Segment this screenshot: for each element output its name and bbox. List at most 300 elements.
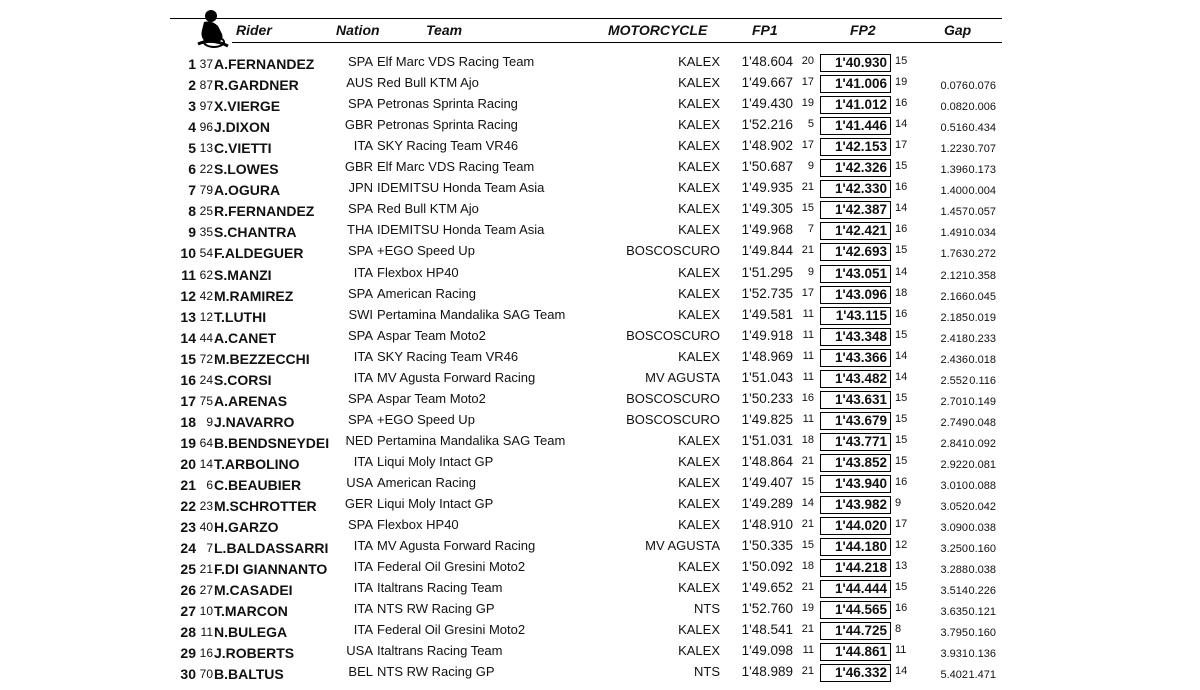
fp1-lap: 21 (801, 665, 814, 678)
fp2-lap: 16 (895, 97, 908, 110)
gap-to-leader: 3.795 (940, 627, 968, 640)
team-name: NTS RW Racing GP (377, 664, 495, 680)
team-name: Federal Oil Gresini Moto2 (377, 622, 526, 638)
fp1-lap: 17 (801, 76, 814, 89)
nation-code: USA (346, 643, 373, 659)
fp2-lap: 14 (895, 202, 908, 215)
fp1-lap: 11 (802, 328, 814, 341)
rider-name: C.BEAUBIER (214, 477, 302, 493)
fp2-lap: 14 (895, 370, 908, 383)
position: 14 (180, 329, 196, 346)
fp2-time: 1'43.115 (820, 307, 891, 325)
header-fp1: FP1 (752, 22, 778, 38)
fp1-time: 1'50.335 (741, 538, 793, 554)
motorcycle-make: KALEX (678, 75, 720, 91)
rider-name: X.VIERGE (214, 98, 281, 115)
fp2-lap: 14 (895, 118, 908, 131)
nation-code: SPA (347, 390, 373, 406)
team-name: IDEMITSU Honda Team Asia (377, 222, 545, 238)
header-team: Team (426, 22, 463, 38)
rider-name: M.SCHROTTER (214, 498, 317, 515)
rider-name: M.CASADEI (214, 582, 293, 599)
table-row (0, 158, 1200, 179)
position: 19 (180, 434, 196, 451)
fp2-time: 1'41.012 (820, 96, 891, 114)
motorcycle-make: BOSCOSCURO (626, 411, 720, 427)
fp2-lap: 11 (895, 644, 907, 657)
rider-name: A.OGURA (214, 182, 281, 199)
fp1-lap: 11 (802, 370, 814, 383)
team-name: IDEMITSU Honda Team Asia (377, 180, 545, 196)
rider-number: 13 (199, 141, 213, 156)
table-row (0, 53, 1200, 74)
fp2-time: 1'41.006 (820, 75, 891, 93)
rider-name: S.LOWES (214, 161, 279, 178)
gap-to-leader: 3.010 (940, 480, 968, 492)
gap-to-previous: 0.272 (968, 248, 996, 261)
fp1-lap: 21 (801, 454, 814, 467)
team-name: Italtrans Racing Team (377, 643, 503, 659)
position: 8 (188, 203, 196, 220)
motorcycle-make: KALEX (678, 622, 720, 638)
motorcycle-make: KALEX (678, 222, 720, 238)
fp2-lap: 15 (895, 244, 908, 257)
gap-to-previous: 1.471 (968, 669, 996, 682)
gap-to-previous: 0.057 (968, 206, 996, 219)
gap-to-leader: 1.400 (940, 185, 968, 198)
gap-to-leader: 1.396 (940, 164, 968, 177)
gap-to-previous: 0.006 (968, 101, 996, 114)
nation-code: NED (345, 432, 373, 448)
fp2-lap: 15 (895, 328, 908, 341)
rider-number: 24 (199, 372, 213, 387)
team-name: American Racing (377, 475, 476, 490)
gap-to-previous: 0.004 (968, 185, 996, 198)
fp1-lap: 14 (801, 497, 814, 510)
rider-name: H.GARZO (214, 519, 279, 536)
team-name: Elf Marc VDS Racing Team (377, 54, 535, 69)
fp2-lap: 19 (895, 76, 908, 89)
gap-to-leader: 2.436 (940, 353, 968, 366)
team-name: Petronas Sprinta Racing (377, 96, 518, 112)
fp2-time: 1'44.444 (820, 580, 891, 598)
team-name: NTS RW Racing GP (377, 601, 495, 617)
rider-name: B.BALTUS (214, 666, 284, 683)
gap-to-leader: 1.491 (940, 227, 968, 240)
fp2-time: 1'44.861 (820, 643, 891, 661)
fp1-lap: 16 (801, 391, 814, 404)
fp2-lap: 18 (895, 286, 908, 299)
motorcycle-make: KALEX (678, 517, 720, 533)
team-name: Pertamina Mandalika SAG Team (377, 306, 566, 322)
motorcycle-make: NTS (694, 664, 720, 680)
rider-name: J.DIXON (214, 119, 271, 136)
rider-number: 75 (199, 393, 213, 408)
fp2-time: 1'42.326 (820, 159, 891, 177)
fp2-lap: 12 (895, 539, 908, 552)
table-row (0, 453, 1200, 474)
rider-number: 21 (199, 562, 213, 577)
fp1-lap: 19 (801, 97, 814, 110)
gap-to-previous: 0.160 (968, 627, 996, 640)
position: 24 (180, 540, 196, 557)
team-name: +EGO Speed Up (377, 411, 475, 427)
rider-number: 25 (199, 204, 213, 219)
gap-to-leader: 3.052 (940, 501, 968, 514)
fp1-time: 1'52.216 (741, 117, 793, 133)
gap-to-previous: 0.358 (968, 269, 996, 282)
fp2-time: 1'43.982 (820, 496, 891, 514)
motorcycle-make: KALEX (678, 54, 720, 69)
fp2-time: 1'44.725 (820, 622, 891, 640)
fp2-lap: 15 (895, 160, 908, 173)
header-motorcycle: MOTORCYCLE (608, 22, 708, 38)
fp1-time: 1'48.604 (741, 54, 793, 69)
fp1-time: 1'48.969 (741, 348, 793, 364)
table-row (0, 348, 1200, 369)
fp1-lap: 21 (801, 581, 814, 594)
rider-number: 40 (199, 520, 213, 535)
motorcycle-make: KALEX (678, 138, 720, 154)
fp2-time: 1'43.679 (820, 412, 891, 430)
table-row (0, 390, 1200, 411)
gap-to-leader: 3.288 (940, 564, 968, 577)
gap-to-previous: 0.121 (968, 606, 996, 619)
fp2-time: 1'42.153 (820, 138, 891, 156)
fp2-time: 1'43.852 (820, 454, 891, 472)
position: 26 (180, 582, 196, 599)
position: 1 (188, 56, 196, 72)
fp2-lap: 17 (895, 139, 908, 152)
rider-name: J.ROBERTS (214, 645, 295, 662)
rider-name: M.RAMIREZ (214, 287, 294, 304)
rider-number: 62 (199, 267, 213, 282)
fp2-time: 1'43.051 (820, 265, 891, 283)
nation-code: AUS (346, 75, 373, 91)
rider-name: J.NAVARRO (214, 413, 295, 430)
fp2-lap: 13 (895, 560, 908, 573)
position: 27 (180, 603, 196, 620)
team-name: SKY Racing Team VR46 (377, 348, 519, 364)
gap-to-leader: 3.250 (940, 543, 968, 556)
rider-name: T.ARBOLINO (214, 455, 300, 472)
gap-to-leader: 2.749 (940, 416, 968, 429)
fp1-time: 1'49.825 (741, 411, 793, 427)
nation-code: ITA (353, 622, 373, 638)
position: 4 (188, 119, 196, 136)
table-row (0, 116, 1200, 137)
fp1-lap: 18 (801, 433, 814, 446)
motorcycle-make: MV AGUSTA (645, 369, 720, 385)
fp1-lap: 17 (801, 139, 814, 152)
header-rider: Rider (236, 22, 272, 38)
motorcycle-make: KALEX (678, 475, 720, 490)
rider-number: 22 (199, 162, 213, 177)
fp2-time: 1'42.421 (820, 222, 891, 240)
position: 28 (180, 624, 196, 641)
gap-to-previous: 0.088 (968, 480, 996, 492)
gap-to-previous: 0.136 (968, 648, 996, 661)
gap-to-previous: 0.038 (968, 522, 996, 535)
fp1-lap: 9 (807, 265, 814, 278)
motorcycle-make: MV AGUSTA (645, 538, 720, 554)
rider-name: S.CHANTRA (214, 224, 297, 241)
fp2-time: 1'43.096 (820, 286, 891, 304)
team-name: Aspar Team Moto2 (377, 390, 486, 406)
position: 17 (180, 392, 196, 409)
team-name: Aspar Team Moto2 (377, 327, 486, 343)
fp1-lap: 15 (801, 539, 814, 552)
fp2-time: 1'42.387 (820, 201, 891, 219)
fp2-lap: 15 (895, 55, 908, 67)
rider-number: 70 (199, 667, 213, 682)
position: 5 (188, 140, 196, 157)
nation-code: ITA (353, 264, 373, 280)
team-name: Liqui Moly Intact GP (377, 453, 494, 469)
rider-number: 79 (199, 183, 213, 198)
table-row (0, 621, 1200, 642)
table-row (0, 411, 1200, 432)
fp1-time: 1'49.918 (741, 327, 793, 343)
rider-number: 44 (199, 330, 213, 345)
fp1-time: 1'48.989 (741, 664, 793, 680)
fp2-lap: 15 (895, 391, 908, 404)
fp2-lap: 16 (895, 181, 908, 194)
motorcycle-make: KALEX (678, 285, 720, 301)
gap-to-previous: 0.042 (968, 501, 996, 514)
fp2-time: 1'42.330 (820, 180, 891, 198)
position: 21 (180, 477, 196, 493)
fp2-time: 1'43.631 (820, 391, 891, 409)
position: 13 (180, 308, 196, 325)
fp1-lap: 5 (807, 118, 814, 131)
position: 11 (181, 266, 196, 283)
fp1-time: 1'51.031 (741, 432, 793, 448)
gap-to-leader: 2.418 (940, 332, 968, 345)
table-row (0, 369, 1200, 390)
rider-name: S.CORSI (214, 371, 272, 388)
fp1-time: 1'49.407 (741, 475, 793, 490)
gap-to-leader: 3.514 (940, 585, 968, 598)
rider-number: 72 (199, 351, 213, 366)
header-bottom-rule (232, 42, 1002, 43)
fp2-lap: 9 (895, 497, 902, 510)
gap-to-previous: 0.048 (968, 416, 996, 429)
gap-to-leader: 3.090 (940, 522, 968, 535)
team-name: Italtrans Racing Team (377, 580, 503, 596)
fp1-lap: 11 (802, 412, 814, 425)
rider-number: 9 (206, 414, 213, 429)
fp1-lap: 15 (801, 476, 814, 488)
table-row (0, 579, 1200, 600)
gap-to-leader: 1.223 (940, 143, 968, 156)
nation-code: SPA (347, 411, 373, 427)
gap-to-previous: 0.173 (968, 164, 996, 177)
motorcycle-make: BOSCOSCURO (626, 327, 720, 343)
fp2-time: 1'41.446 (820, 117, 891, 135)
motorcycle-make: KALEX (678, 580, 720, 596)
motorcycle-make: KALEX (678, 559, 720, 575)
team-name: Flexbox HP40 (377, 517, 459, 533)
header-nation: Nation (336, 22, 380, 38)
motorcycle-make: KALEX (678, 348, 720, 364)
table-row (0, 137, 1200, 158)
team-name: Elf Marc VDS Racing Team (377, 159, 535, 175)
position: 10 (180, 245, 196, 262)
position: 18 (180, 413, 196, 430)
table-row (0, 95, 1200, 116)
team-name: Red Bull KTM Ajo (377, 75, 479, 91)
motorcycle-make: KALEX (678, 306, 720, 322)
rider-name: R.FERNANDEZ (214, 203, 315, 220)
position: 3 (188, 98, 196, 115)
nation-code: SPA (347, 285, 373, 301)
motorcycle-make: BOSCOSCURO (626, 243, 720, 259)
rider-name: T.MARCON (214, 603, 288, 620)
gap-to-leader: 3.931 (940, 648, 968, 661)
fp1-time: 1'49.098 (741, 643, 793, 659)
fp1-time: 1'49.935 (741, 180, 793, 196)
fp1-lap: 21 (801, 518, 814, 531)
fp1-time: 1'52.760 (741, 601, 793, 617)
rider-number: 27 (199, 583, 213, 598)
fp1-time: 1'51.295 (741, 264, 793, 280)
motorcycle-rider-logo-icon (194, 8, 230, 48)
team-name: Red Bull KTM Ajo (377, 201, 479, 217)
gap-to-leader: 1.763 (940, 248, 968, 261)
gap-to-previous: 0.076 (968, 80, 996, 93)
rider-number: 16 (199, 646, 213, 661)
gap-to-previous: 0.233 (968, 332, 996, 345)
nation-code: BEL (348, 664, 373, 680)
nation-code: ITA (353, 348, 373, 364)
rider-name: R.GARDNER (214, 77, 299, 94)
table-row (0, 285, 1200, 306)
fp1-lap: 21 (801, 623, 814, 636)
fp1-time: 1'49.430 (741, 96, 793, 112)
header-fp2: FP2 (850, 22, 876, 38)
rider-name: A.CANET (214, 329, 277, 346)
nation-code: SWI (348, 306, 373, 322)
position: 29 (180, 645, 196, 662)
gap-to-previous: 0.034 (968, 227, 996, 240)
nation-code: GBR (344, 117, 373, 133)
nation-code: ITA (353, 538, 373, 554)
fp1-time: 1'49.305 (741, 201, 793, 217)
position: 25 (180, 561, 196, 578)
rider-number: 64 (199, 435, 213, 450)
rider-number: 6 (206, 478, 213, 492)
gap-to-previous: 0.092 (968, 437, 996, 450)
position: 22 (180, 498, 196, 515)
fp2-time: 1'40.930 (820, 54, 891, 72)
table-row (0, 74, 1200, 95)
nation-code: GER (344, 496, 373, 512)
fp2-time: 1'42.693 (820, 243, 891, 261)
rider-number: 10 (199, 604, 213, 619)
nation-code: GBR (344, 159, 373, 175)
fp1-time: 1'50.233 (741, 390, 793, 406)
position: 16 (180, 371, 196, 388)
fp1-lap: 11 (802, 349, 814, 362)
fp1-time: 1'49.968 (741, 222, 793, 238)
fp1-time: 1'49.667 (741, 75, 793, 91)
rider-name: C.VIETTI (214, 140, 272, 157)
gap-to-previous: 0.018 (968, 353, 996, 366)
position: 12 (180, 287, 196, 304)
fp2-lap: 15 (895, 581, 908, 594)
nation-code: SPA (347, 327, 373, 343)
table-row (0, 474, 1200, 495)
gap-to-leader: 1.457 (940, 206, 968, 219)
gap-to-previous: 0.045 (968, 290, 996, 303)
fp1-time: 1'50.092 (741, 559, 793, 575)
gap-to-leader: 3.635 (940, 606, 968, 619)
team-name: Petronas Sprinta Racing (377, 117, 518, 133)
nation-code: JPN (348, 180, 373, 196)
table-row (0, 663, 1200, 684)
fp2-time: 1'44.218 (820, 559, 891, 577)
position: 20 (180, 455, 196, 472)
gap-to-leader: 2.185 (940, 311, 968, 324)
rider-name: M.BEZZECCHI (214, 350, 310, 367)
table-row (0, 242, 1200, 263)
gap-to-previous: 0.226 (968, 585, 996, 598)
fp2-time: 1'43.366 (820, 349, 891, 367)
fp1-lap: 21 (801, 244, 814, 257)
fp1-lap: 17 (801, 286, 814, 299)
fp1-lap: 20 (801, 55, 814, 67)
nation-code: SPA (347, 243, 373, 259)
gap-to-previous: 0.160 (968, 543, 996, 556)
nation-code: USA (346, 475, 373, 490)
motorcycle-make: BOSCOSCURO (626, 390, 720, 406)
fp1-lap: 21 (801, 181, 814, 194)
team-name: +EGO Speed Up (377, 243, 475, 259)
gap-to-previous: 0.038 (968, 564, 996, 577)
table-row (0, 537, 1200, 558)
fp1-time: 1'49.289 (741, 496, 793, 512)
gap-to-previous: 0.081 (968, 458, 996, 471)
fp1-lap: 18 (801, 560, 814, 573)
fp2-lap: 14 (895, 349, 908, 362)
team-name: American Racing (377, 285, 476, 301)
rider-name: T.LUTHI (214, 308, 267, 325)
gap-to-leader: 2.552 (940, 374, 968, 387)
rider-number: 11 (200, 625, 213, 640)
fp1-lap: 11 (802, 644, 814, 657)
rider-name: L.BALDASSARRI (214, 540, 329, 557)
table-row (0, 327, 1200, 348)
table-row (0, 179, 1200, 200)
fp1-lap: 11 (802, 307, 814, 320)
fp2-time: 1'44.565 (820, 601, 891, 619)
fp2-time: 1'46.332 (820, 664, 891, 682)
fp2-lap: 15 (895, 454, 908, 467)
fp2-lap: 14 (895, 665, 908, 678)
fp2-lap: 16 (895, 223, 908, 236)
table-row (0, 600, 1200, 621)
fp2-lap: 14 (895, 265, 908, 278)
motorcycle-make: KALEX (678, 117, 720, 133)
fp2-time: 1'43.771 (820, 433, 891, 451)
position: 30 (180, 666, 196, 683)
rider-number: 54 (199, 246, 213, 261)
team-name: Flexbox HP40 (377, 264, 459, 280)
rider-name: F.ALDEGUER (214, 245, 304, 262)
rider-number: 14 (199, 456, 213, 471)
team-name: Pertamina Mandalika SAG Team (377, 432, 566, 448)
